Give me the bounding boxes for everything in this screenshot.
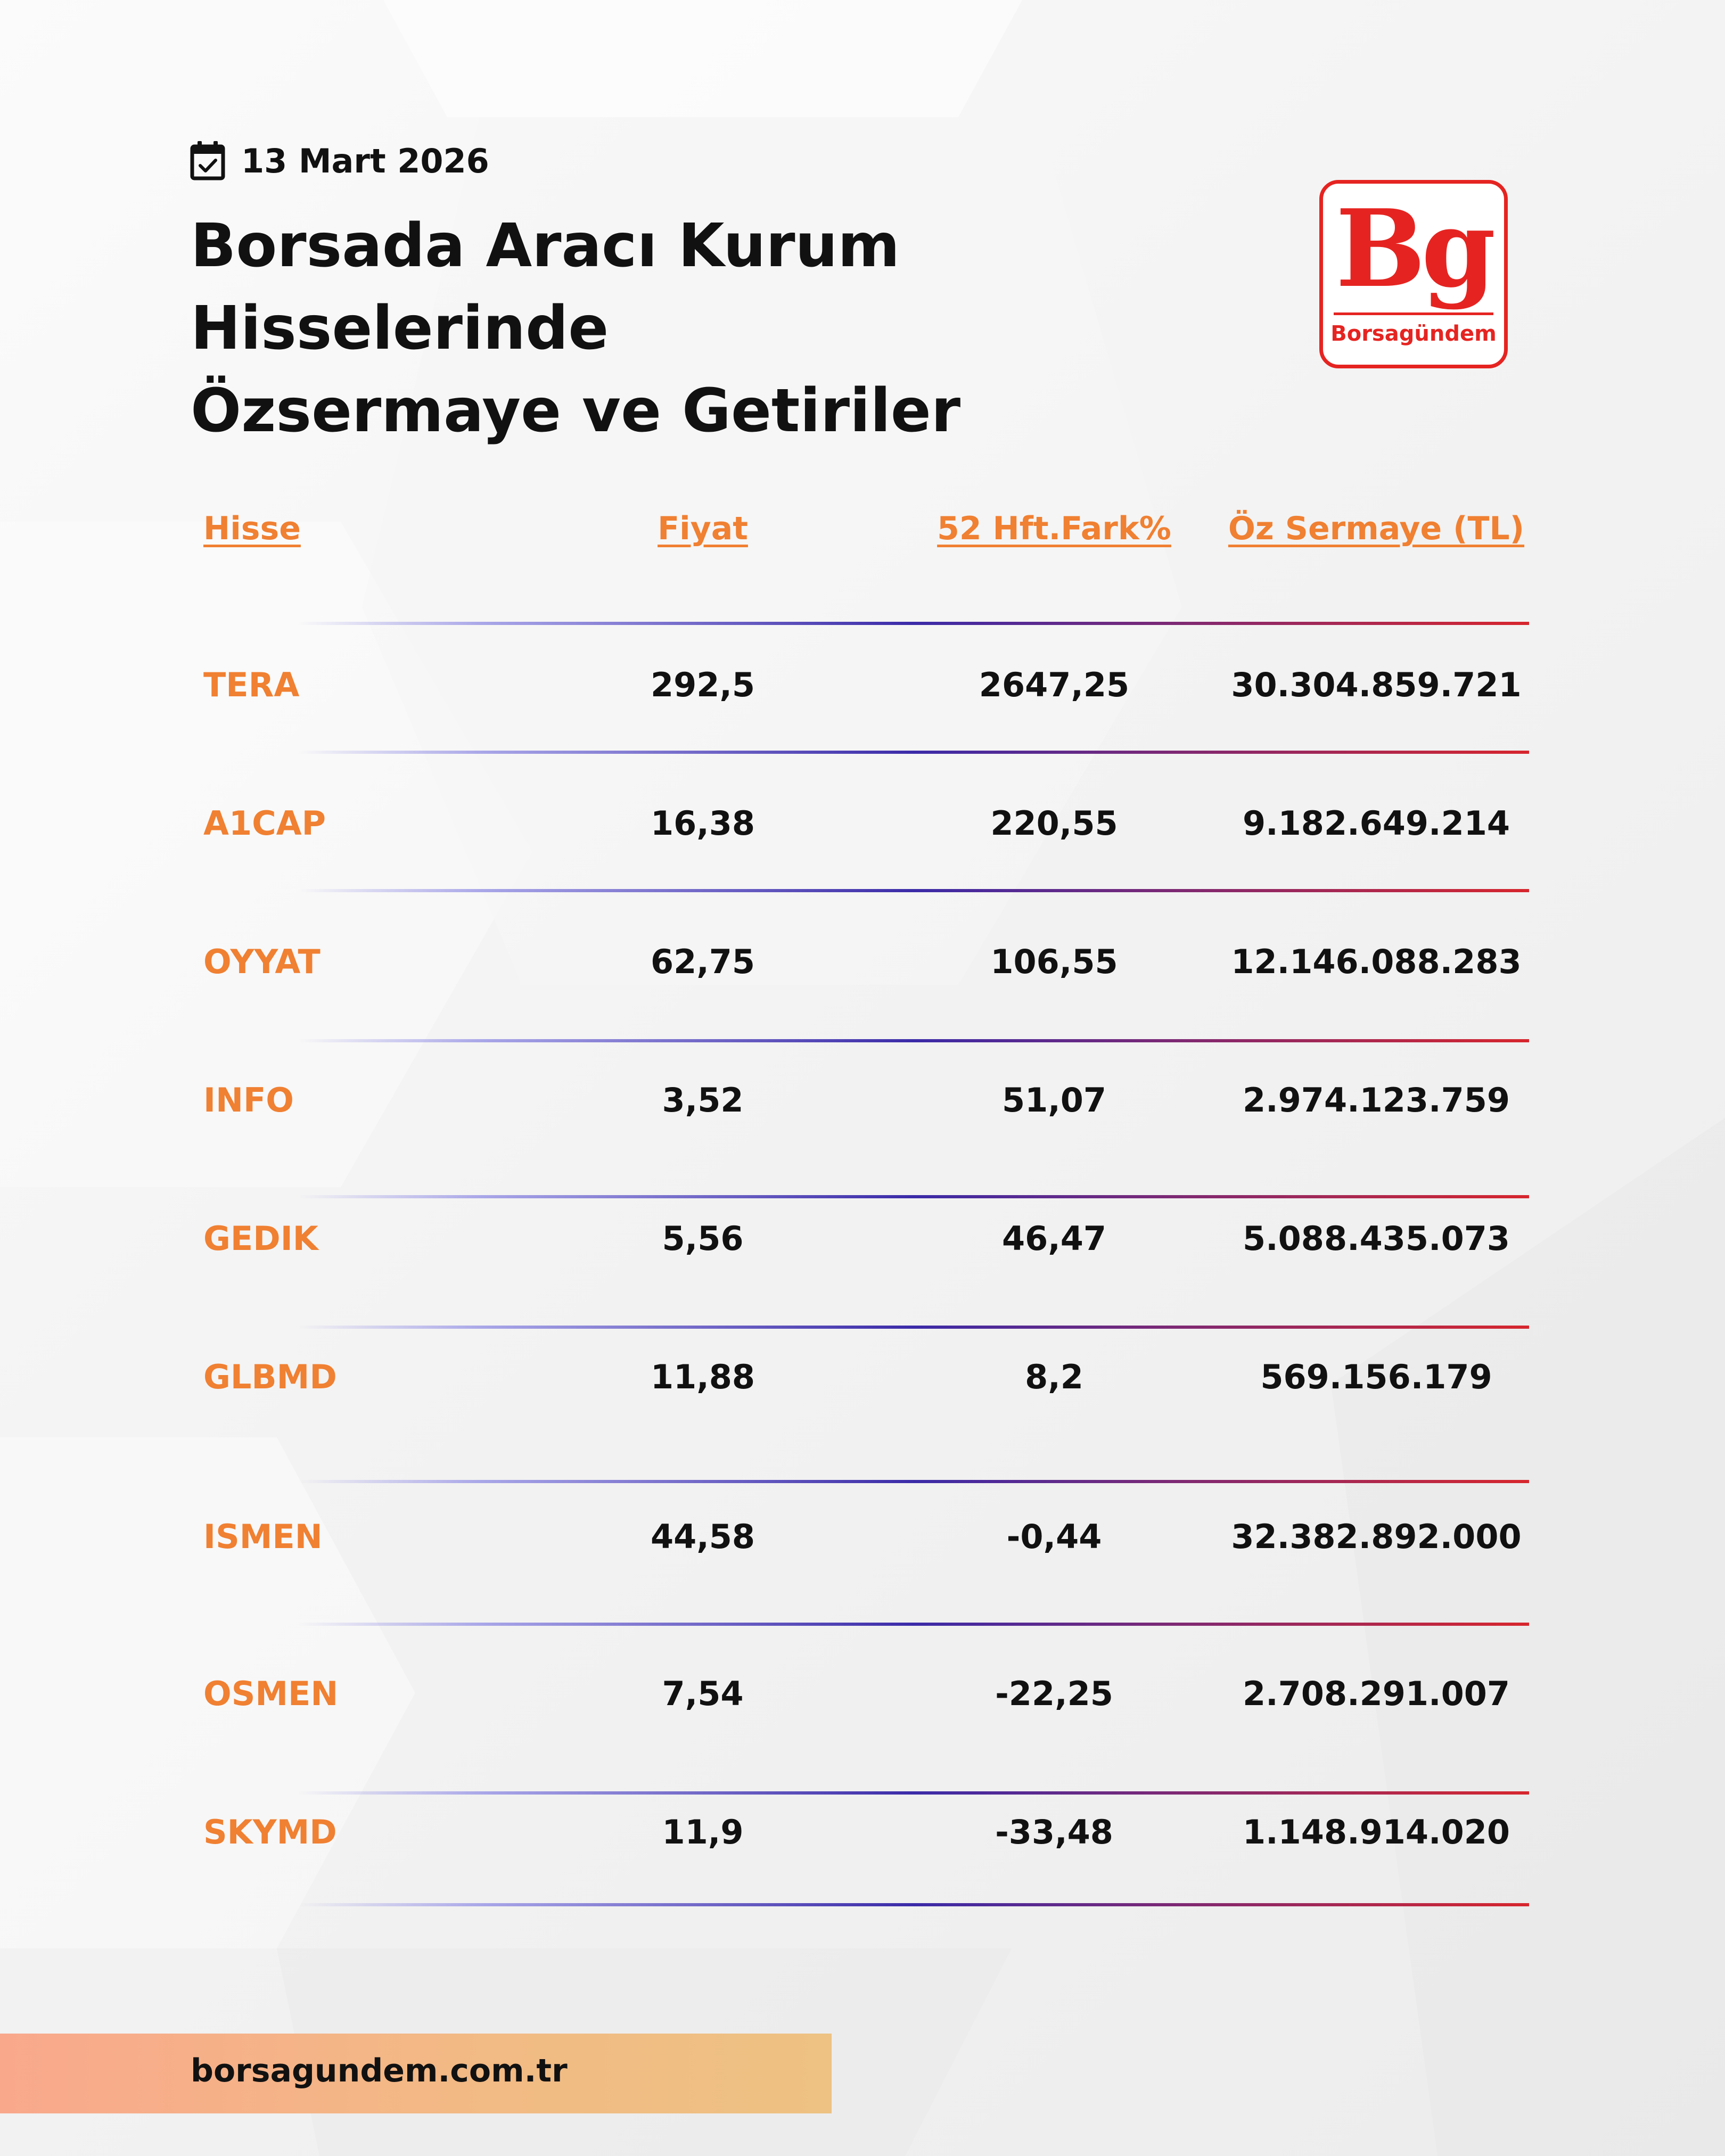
row-separator xyxy=(298,1195,1529,1198)
change-cell: 106,55 xyxy=(990,942,1118,981)
change-cell: 220,55 xyxy=(990,804,1118,843)
change-cell: -22,25 xyxy=(995,1674,1113,1713)
equity-cell: 5.088.435.073 xyxy=(1242,1219,1510,1258)
ticker-cell: TERA xyxy=(203,665,300,704)
column-header-52-hft-fark[interactable]: 52 Hft.Fark% xyxy=(937,510,1171,547)
page-title-line-1: Borsada Aracı Kurum Hisselerinde xyxy=(191,211,900,363)
row-separator xyxy=(298,1623,1529,1626)
row-separator xyxy=(298,1903,1529,1906)
brand-logo xyxy=(1319,180,1508,368)
row-separator xyxy=(298,1326,1529,1329)
equity-cell: 32.382.892.000 xyxy=(1231,1517,1522,1556)
price-cell: 5,56 xyxy=(662,1219,744,1258)
price-cell: 292,5 xyxy=(650,665,755,704)
page-title-line-2: Özsermaye ve Getiriler xyxy=(191,376,961,446)
change-cell: 51,07 xyxy=(1001,1081,1107,1120)
ticker-cell: INFO xyxy=(203,1081,294,1120)
equity-cell: 569.156.179 xyxy=(1260,1357,1492,1396)
row-separator xyxy=(298,1039,1529,1042)
column-header-oz-sermaye[interactable]: Öz Sermaye (TL) xyxy=(1228,510,1525,547)
logo-name: Borsagündem xyxy=(1330,322,1497,346)
change-cell: 46,47 xyxy=(1001,1219,1107,1258)
equity-cell: 9.182.649.214 xyxy=(1242,804,1510,843)
ticker-cell: OYYAT xyxy=(203,942,321,981)
price-cell: 62,75 xyxy=(650,942,755,981)
ticker-cell: ISMEN xyxy=(203,1517,323,1556)
ticker-cell: GEDIK xyxy=(203,1219,318,1258)
price-cell: 11,88 xyxy=(650,1357,755,1396)
website-label: borsagundem.com.tr xyxy=(191,2052,568,2089)
price-cell: 44,58 xyxy=(650,1517,755,1556)
ticker-cell: SKYMD xyxy=(203,1813,337,1851)
calendar-check-icon xyxy=(189,140,226,182)
page-title xyxy=(191,205,1255,452)
date-row xyxy=(189,139,489,182)
price-cell: 7,54 xyxy=(662,1674,744,1713)
price-cell: 3,52 xyxy=(662,1081,744,1120)
equity-cell: 30.304.859.721 xyxy=(1231,665,1522,704)
equity-cell: 2.974.123.759 xyxy=(1242,1081,1510,1120)
column-header-fiyat[interactable]: Fiyat xyxy=(658,510,748,547)
column-header-hisse[interactable]: Hisse xyxy=(203,510,301,547)
logo-mark: Bg xyxy=(1335,186,1492,311)
equity-cell: 1.148.914.020 xyxy=(1242,1813,1510,1851)
change-cell: 8,2 xyxy=(1025,1357,1083,1396)
row-separator xyxy=(298,622,1529,625)
ticker-cell: GLBMD xyxy=(203,1357,337,1396)
row-separator xyxy=(298,889,1529,892)
equity-cell: 2.708.291.007 xyxy=(1242,1674,1510,1713)
ticker-cell: A1CAP xyxy=(203,804,326,843)
change-cell: -33,48 xyxy=(995,1813,1113,1851)
row-separator xyxy=(298,1480,1529,1483)
row-separator xyxy=(298,1791,1529,1795)
price-cell: 16,38 xyxy=(650,804,755,843)
price-cell: 11,9 xyxy=(662,1813,744,1851)
date-label: 13 Mart 2026 xyxy=(241,141,489,180)
row-separator xyxy=(298,751,1529,754)
logo-divider xyxy=(1334,312,1493,315)
change-cell: 2647,25 xyxy=(979,665,1130,704)
change-cell: -0,44 xyxy=(1006,1517,1102,1556)
equity-cell: 12.146.088.283 xyxy=(1231,942,1522,981)
ticker-cell: OSMEN xyxy=(203,1674,339,1713)
